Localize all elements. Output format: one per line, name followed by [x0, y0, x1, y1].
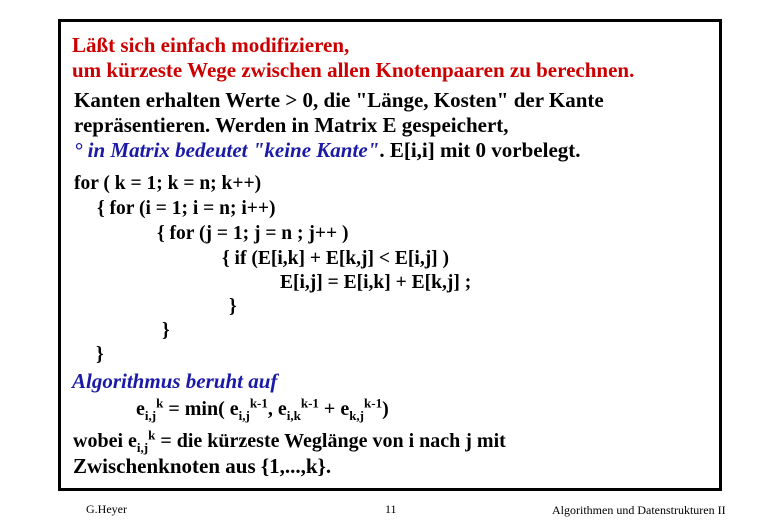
wobei-line-1: wobei $e_{i,j}^k$ = die kürzeste Weglänge von i nach j mit	[73, 427, 506, 455]
code-line-5: E[i,j] = E[i,k] + E[k,j] ;	[280, 272, 472, 293]
description-line-3	[74, 139, 581, 161]
diagonal-init-note: . E[i,i] mit 0 vorbelegt.	[379, 138, 581, 162]
algorithm-heading: Algorithmus beruht auf	[72, 369, 278, 393]
footer-author: G.Heyer	[86, 502, 127, 516]
no-edge-note: ° in Matrix bedeutet "keine Kante"	[74, 138, 380, 162]
title-line-1: Läßt sich einfach modifizieren,	[72, 33, 350, 57]
description-line-2: repräsentieren. Werden in Matrix E gespeichert,	[74, 113, 509, 137]
code-line-8: }	[96, 344, 104, 365]
code-line-1: for ( k = 1; k = n; k++)	[74, 173, 262, 194]
wobei-line-2: Zwischenknoten aus {1,...,k}.	[73, 454, 332, 478]
code-line-4: { if (E[i,k] + E[k,j] < E[i,j] )	[222, 248, 450, 269]
code-line-2: { for (i = 1; i = n; i++)	[97, 198, 276, 219]
code-line-6: }	[229, 296, 237, 317]
code-line-3: { for (j = 1; j = n ; j++ )	[157, 223, 349, 244]
title-line-2: um kürzeste Wege zwischen allen Knotenpaaren zu berechnen.	[72, 58, 635, 82]
recurrence-formula: $e_{i,j}^k = \min$( $e_{i,j}^{k-1}$, $e_{i,k}^{k-1} + e_{k,j}^{k-1}$)	[136, 395, 389, 423]
footer-course: Algorithmen und Datenstrukturen II	[552, 503, 726, 517]
code-line-7: }	[162, 320, 170, 341]
description-line-1: Kanten erhalten Werte > 0, die "Länge, Kosten" der Kante	[74, 88, 604, 112]
footer-page-number: 11	[385, 502, 397, 516]
